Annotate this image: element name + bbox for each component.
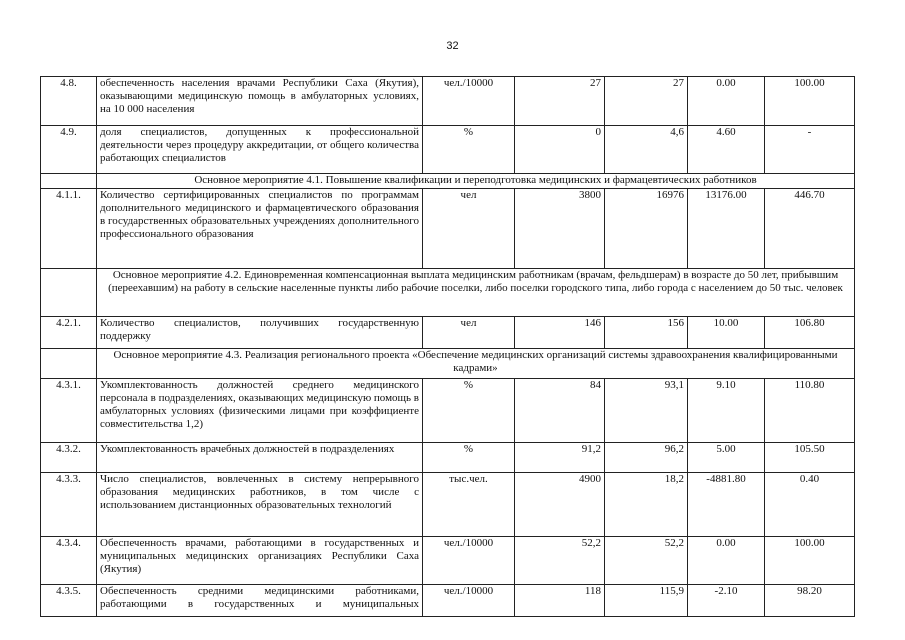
percent-value: 105.50 [765,443,855,473]
plan-value: 118 [515,585,605,617]
unit-cell: чел [423,189,515,269]
indicator-name: Обеспеченность средними медицинскими работниками, работающими в государственных и муниципальных [97,585,423,617]
table-row [41,379,855,443]
page-number: 32 [446,40,459,52]
plan-value: 146 [515,317,605,349]
unit-cell: чел./10000 [423,77,515,126]
indicator-name: Количество специалистов, получивших государственную поддержку [97,317,423,349]
fact-value: 18,2 [605,473,688,537]
deviation-value: 9.10 [688,379,765,443]
table-row [41,126,855,174]
table-row [41,317,855,349]
fact-value: 4,6 [605,126,688,174]
fact-value: 16976 [605,189,688,269]
section-title: Основное мероприятие 4.3. Реализация регионального проекта «Обеспечение медицинских организаций системы здравоохранения квалифицированными кадрами» [97,349,855,379]
plan-value: 84 [515,379,605,443]
fact-value: 96,2 [605,443,688,473]
indicator-name: Число специалистов, вовлеченных в систему непрерывного образования медицинских работников, в том числе с использованием дистанционных образовательных технологий [97,473,423,537]
table-row [41,585,855,617]
percent-value: 100.00 [765,77,855,126]
table-row [41,443,855,473]
unit-cell: чел./10000 [423,585,515,617]
deviation-value: 0.00 [688,77,765,126]
fact-value: 115,9 [605,585,688,617]
fact-value: 52,2 [605,537,688,585]
unit-cell: чел./10000 [423,537,515,585]
section-row [41,269,855,317]
table-row [41,473,855,537]
row-number: 4.1.1. [41,189,97,269]
indicator-name: доля специалистов, допущенных к профессиональной деятельности через процедуру аккредитации, от общего количества работающих специалистов [97,126,423,174]
fact-value: 93,1 [605,379,688,443]
plan-value: 52,2 [515,537,605,585]
plan-value: 91,2 [515,443,605,473]
table-row [41,537,855,585]
fact-value: 27 [605,77,688,126]
percent-value: 446.70 [765,189,855,269]
section-num-cell [41,174,97,189]
plan-value: 27 [515,77,605,126]
fact-value: 156 [605,317,688,349]
percent-value: 0.40 [765,473,855,537]
section-num-cell [41,269,97,317]
indicator-name: Укомплектованность должностей среднего медицинского персонала в подразделениях, оказывающих медицинскую помощь в амбулаторных условиях (физическими лицами при коэффициенте совместительства 1,2) [97,379,423,443]
row-number: 4.3.3. [41,473,97,537]
indicator-name: Укомплектованность врачебных должностей в подразделениях [97,443,423,473]
table-row [41,77,855,126]
row-number: 4.3.5. [41,585,97,617]
section-title: Основное мероприятие 4.2. Единовременная компенсационная выплата медицинским работникам (врачам, фельдшерам) в возрасте до 50 лет, прибывшим (переехавшим) на работу в сельские населенные пункты либо рабочие поселки, либо поселки городского типа, либо города с населением до 50 тыс. человек [97,269,855,317]
table-row [41,189,855,269]
section-title: Основное мероприятие 4.1. Повышение квалификации и переподготовка медицинских и фармацевтических работников [97,174,855,189]
percent-value: 100.00 [765,537,855,585]
indicator-name: Количество сертифицированных специалистов по программам дополнительного медицинского и фармацевтического образования в государственных образовательных учреждениях дополнительного профессионального образования [97,189,423,269]
percent-value: 98.20 [765,585,855,617]
deviation-value: 4.60 [688,126,765,174]
unit-cell: % [423,379,515,443]
unit-cell: % [423,443,515,473]
deviation-value: 10.00 [688,317,765,349]
indicator-name: Обеспеченность врачами, работающими в государственных и муниципальных медицинских организациях Республики Саха (Якутия) [97,537,423,585]
row-number: 4.8. [41,77,97,126]
indicator-name: обеспеченность населения врачами Республики Саха (Якутия), оказывающими медицинскую помощь в амбулаторных условиях, на 10 000 населения [97,77,423,126]
row-number: 4.3.4. [41,537,97,585]
plan-value: 4900 [515,473,605,537]
plan-value: 0 [515,126,605,174]
deviation-value: -2.10 [688,585,765,617]
unit-cell: тыс.чел. [423,473,515,537]
table-body [41,77,855,617]
section-row [41,174,855,189]
percent-value: - [765,126,855,174]
row-number: 4.9. [41,126,97,174]
deviation-value: -4881.80 [688,473,765,537]
deviation-value: 5.00 [688,443,765,473]
unit-cell: % [423,126,515,174]
percent-value: 106.80 [765,317,855,349]
deviation-value: 13176.00 [688,189,765,269]
row-number: 4.2.1. [41,317,97,349]
section-num-cell [41,349,97,379]
percent-value: 110.80 [765,379,855,443]
row-number: 4.3.2. [41,443,97,473]
section-row [41,349,855,379]
deviation-value: 0.00 [688,537,765,585]
unit-cell: чел [423,317,515,349]
indicator-table [40,76,855,617]
plan-value: 3800 [515,189,605,269]
row-number: 4.3.1. [41,379,97,443]
